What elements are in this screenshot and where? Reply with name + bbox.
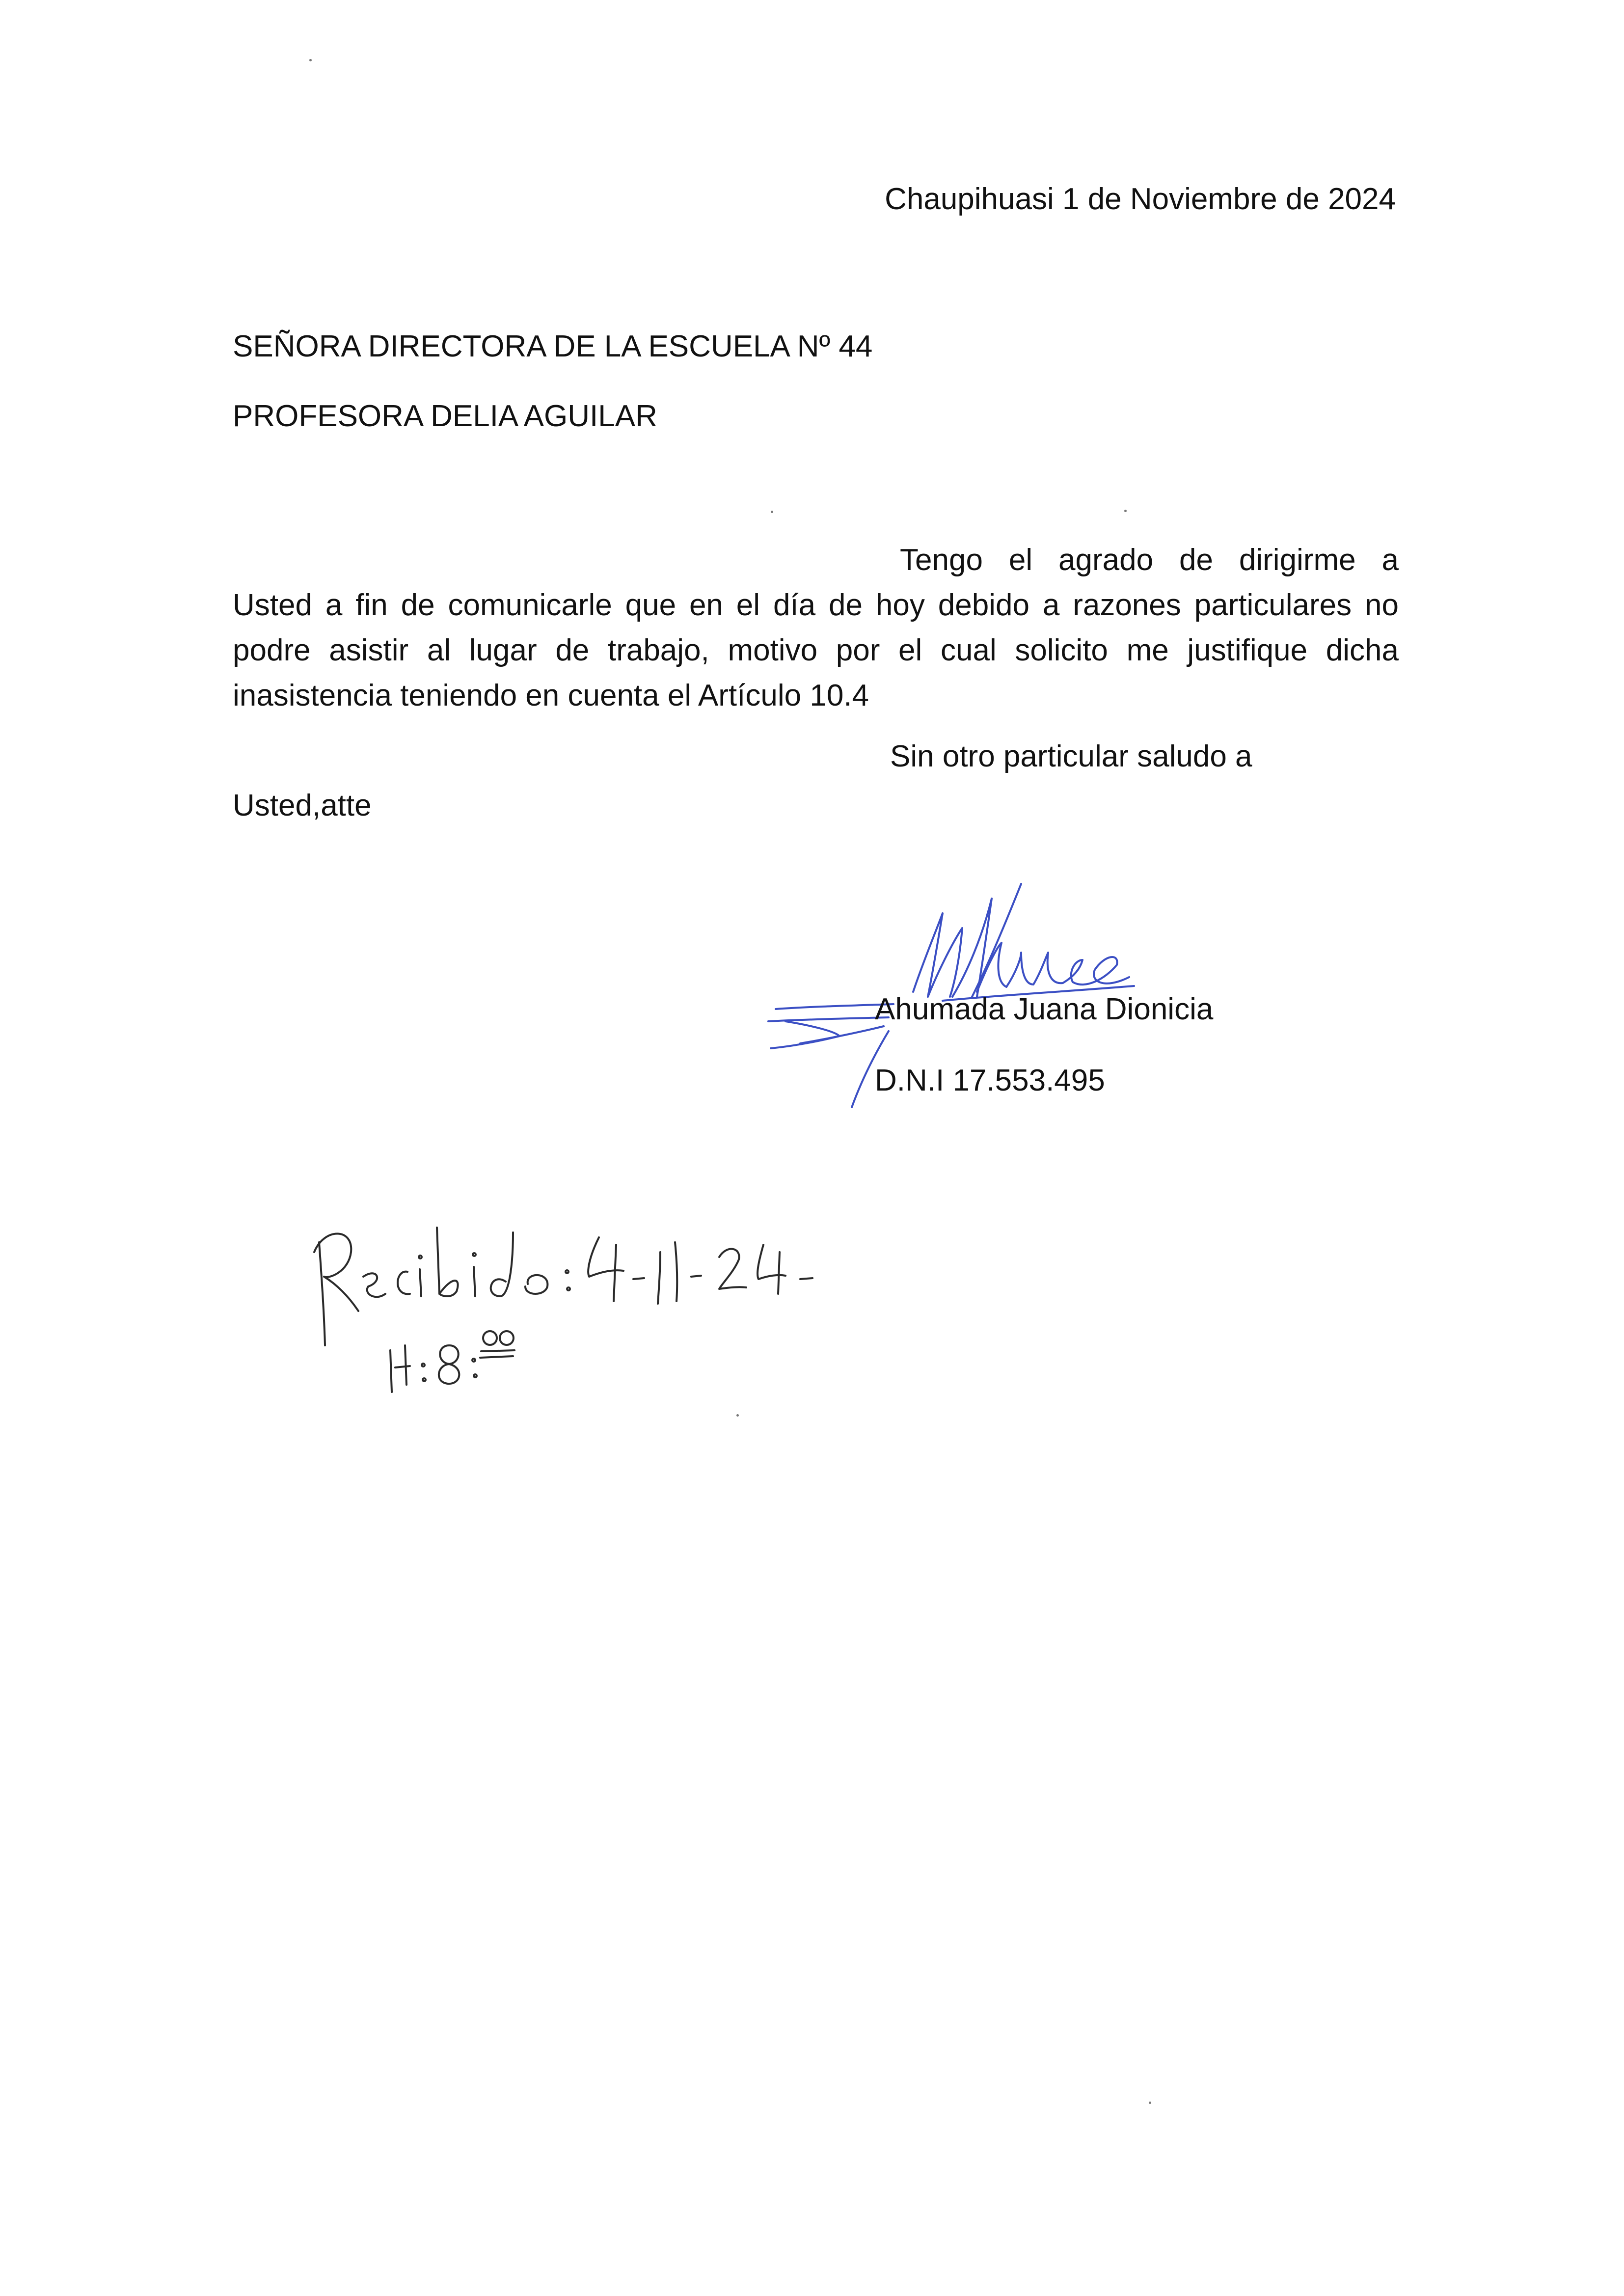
signer-dni: D.N.I 17.553.495 — [875, 1064, 1105, 1097]
scan-speck — [771, 511, 773, 513]
scan-speck — [1124, 510, 1127, 512]
scan-speck — [309, 59, 312, 61]
recipient-title: SEÑORA DIRECTORA DE LA ESCUELA Nº 44 — [233, 329, 873, 363]
recipient-name: PROFESORA DELIA AGUILAR — [233, 399, 657, 433]
place-date: Chaupihuasi 1 de Noviembre de 2024 — [885, 182, 1396, 216]
letter-body: Tengo el agrado de dirigirme a Usted a fin de comunicarle que en el día de hoy debido a razones particulares no podre asistir al lugar de trabajo, motivo por el cual solicito me justifique dicha inasistencia teniendo en cuenta el Artículo 10.4 — [233, 543, 1399, 712]
closing-usted: Usted,atte — [233, 789, 372, 822]
closing-greeting: Sin otro particular saludo a — [890, 739, 1252, 773]
scan-speck — [736, 1414, 739, 1417]
scan-speck — [1149, 2102, 1151, 2104]
received-note-icon — [295, 1198, 835, 1404]
signer-name: Ahumada Juana Dionicia — [875, 992, 1214, 1026]
